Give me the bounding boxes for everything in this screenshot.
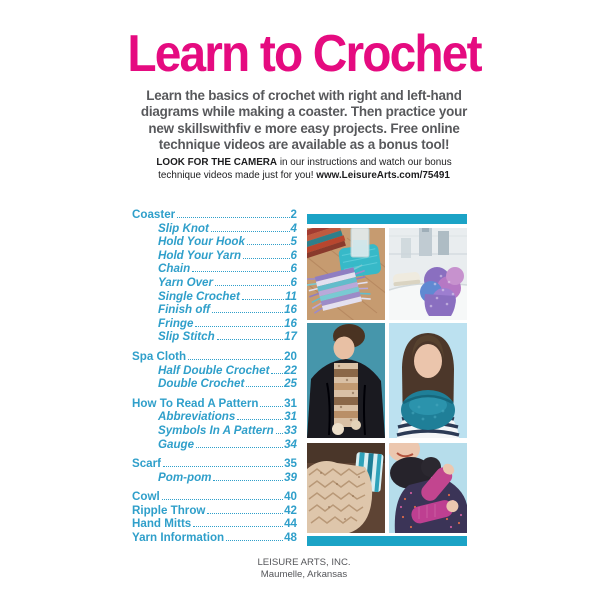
montage-bottom-bar: [307, 536, 467, 546]
toc-entry-slip-stitch: [132, 330, 297, 344]
toc-leader-dots: [260, 406, 283, 407]
toc-leader-dots: [215, 285, 290, 286]
toc-entry-double-crochet: [132, 377, 297, 391]
photo-montage: [307, 214, 467, 546]
toc-entry-scarf: [132, 457, 297, 471]
toc-page-number: 31: [284, 410, 297, 424]
toc-entry-hold-your-hook: [132, 235, 297, 249]
toc-entry-ripple-throw: [132, 504, 297, 518]
toc-entry-label: Scarf: [132, 457, 162, 471]
publisher-location: Maumelle, Arkansas: [260, 569, 348, 581]
intro-line: new skillswithfiv e more easy projects. Free online: [148, 120, 460, 136]
montage-row-2: [307, 323, 467, 438]
toc-leader-dots: [246, 386, 283, 387]
page-title: Learn to Crochet: [127, 25, 481, 83]
toc-page-number: 16: [284, 316, 297, 330]
intro-line: technique videos are available as a bonus tool!: [158, 136, 450, 152]
toc-entry-hold-your-yarn: [132, 249, 297, 263]
toc-entry-finish-off: [132, 303, 297, 317]
toc-entry-label: Gauge: [158, 437, 195, 451]
toc-entry-fringe: [132, 317, 297, 331]
toc-entry-label: Abbreviations: [158, 410, 236, 424]
toc-entry-yarn-over: [132, 276, 297, 290]
photo-ripple-throw: [307, 443, 385, 533]
toc-entry-label: Coaster: [132, 208, 176, 221]
toc-page-number: 40: [284, 490, 297, 504]
toc-leader-dots: [162, 499, 283, 500]
camera-note-line2: [0, 170, 608, 183]
photo-scarf: [307, 323, 385, 438]
publisher-footer: [0, 557, 608, 582]
toc-entry-cowl: [132, 490, 297, 504]
toc-leader-dots: [207, 513, 283, 514]
toc-page-number: 39: [284, 470, 297, 484]
toc-page-number: 25: [284, 377, 297, 391]
toc-page-number: 34: [284, 437, 297, 451]
toc-entry-label: Yarn Information: [132, 531, 225, 545]
toc-leader-dots: [192, 271, 289, 272]
toc-entry-label: Single Crochet: [158, 289, 240, 303]
toc-entry-label: Slip Stitch: [158, 330, 215, 344]
intro-line: diagrams while making a coaster. Then practice your: [140, 104, 468, 120]
toc-page-number: 33: [284, 423, 297, 437]
montage-row-1: [307, 228, 467, 320]
toc-leader-dots: [243, 258, 289, 259]
toc-leader-dots: [195, 326, 283, 327]
toc-leader-dots: [177, 217, 289, 218]
toc-entry-label: Half Double Crochet: [158, 363, 270, 377]
photo-cowl: [389, 323, 467, 438]
toc-page-number: 6: [290, 248, 297, 262]
toc-page-number: 5: [290, 235, 297, 249]
toc-page-number: 48: [284, 531, 297, 545]
toc-entry-spa-cloth: [132, 350, 297, 364]
photo-spa-cloth: [389, 228, 467, 320]
toc-leader-dots: [242, 299, 284, 300]
toc-entry-label: Spa Cloth: [132, 349, 187, 363]
toc-entry-label: How To Read A Pattern: [132, 396, 259, 410]
toc-page-number: 17: [284, 330, 297, 344]
toc-entry-slip-knot: [132, 222, 297, 236]
intro-paragraph: [0, 88, 608, 153]
toc-entry-label: Chain: [158, 262, 191, 276]
toc-page-number: 20: [284, 349, 297, 363]
camera-note-line1: [0, 157, 608, 170]
toc-leader-dots: [276, 433, 283, 434]
camera-note-rest: in our instructions and watch our bonus: [279, 157, 452, 168]
toc-page-number: 4: [290, 221, 297, 235]
toc-entry-half-double-crochet: [132, 364, 297, 378]
toc-page-number: 16: [284, 303, 297, 317]
toc-leader-dots: [188, 359, 283, 360]
toc-entry-label: Yarn Over: [158, 275, 213, 289]
toc-entry-gauge: [132, 438, 297, 452]
toc-page-number: 22: [284, 363, 297, 377]
toc-leader-dots: [193, 526, 283, 527]
toc-entry-label: Slip Knot: [158, 221, 209, 235]
camera-note-lead: LOOK FOR THE CAMERA: [156, 157, 278, 168]
toc-page-number: 44: [284, 517, 297, 531]
toc-entry-label: Fringe: [158, 316, 194, 330]
toc-leader-dots: [247, 244, 290, 245]
toc-entry-how-to-read-a-pattern: [132, 397, 297, 411]
toc-leader-dots: [211, 231, 290, 232]
toc-entry-label: Double Crochet: [158, 377, 245, 391]
toc-page-number: 31: [284, 396, 297, 410]
toc-leader-dots: [212, 312, 283, 313]
toc-entry-label: Hold Your Yarn: [158, 248, 242, 262]
camera-note: [0, 157, 608, 183]
toc-leader-dots: [226, 540, 283, 541]
toc-entry-label: Finish off: [158, 303, 210, 317]
toc-page-number: 6: [290, 275, 297, 289]
toc-page-number: 42: [284, 503, 297, 517]
toc-entry-label: Ripple Throw: [132, 503, 206, 517]
toc-page-number: 2: [290, 208, 297, 221]
toc-leader-dots: [271, 373, 283, 374]
toc-entry-label: Hand Mitts: [132, 517, 192, 531]
toc-entry-pom-pom: [132, 471, 297, 485]
photo-hand-mitts: [389, 443, 467, 533]
montage-top-bar: [307, 214, 467, 224]
toc-page-number: 35: [284, 457, 297, 471]
toc-entry-coaster: [132, 208, 297, 222]
toc-page-number: 11: [284, 289, 297, 303]
toc-leader-dots: [163, 466, 283, 467]
toc-entry-hand-mitts: [132, 517, 297, 531]
camera-note-line2-text: technique videos made just for you!: [158, 169, 314, 181]
toc-entry-symbols-in-a-pattern: [132, 424, 297, 438]
toc-entry-abbreviations: [132, 410, 297, 424]
table-of-contents: [132, 208, 297, 545]
toc-page-number: 6: [290, 262, 297, 276]
toc-entry-yarn-information: [132, 531, 297, 545]
toc-entry-single-crochet: [132, 290, 297, 304]
toc-leader-dots: [213, 480, 283, 481]
photo-coaster: [307, 228, 385, 320]
toc-entry-label: Symbols In A Pattern: [158, 423, 274, 437]
montage-row-3: [307, 443, 467, 533]
publisher-name: LEISURE ARTS, INC.: [257, 557, 351, 568]
toc-entry-label: Cowl: [132, 490, 160, 504]
toc-leader-dots: [217, 339, 283, 340]
toc-leader-dots: [196, 447, 283, 448]
intro-line: Learn the basics of crochet with right and left-hand: [146, 88, 462, 103]
toc-entry-label: Pom-pom: [158, 470, 212, 484]
toc-entry-chain: [132, 262, 297, 276]
toc-entry-label: Hold Your Hook: [158, 235, 245, 249]
toc-leader-dots: [237, 419, 283, 420]
leisurearts-url: www.LeisureArts.com/75491: [316, 169, 450, 181]
